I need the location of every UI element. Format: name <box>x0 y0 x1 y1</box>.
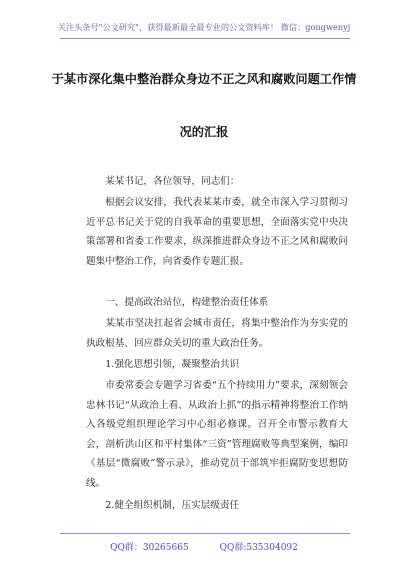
footer-qq-group-1: QQ群：30265665 <box>110 543 189 553</box>
subsection-1-paragraph: 市委常委会专题学习省委“五个持续用力”要求，深刻领会忠林书记“从政治上看、从政治上抓”的指示精神将整治工作纳入各级党组织理论学习中心组必修课。召开全市警示教育大会，剖析洪山区和平村集体“三资”管理腐败等典型案例，编印《基层“微腐败”警示录》，推动党员干部筑牢拒腐防变思想防线。 <box>86 380 348 489</box>
intro-paragraph: 根据会议安排，我代表某某市委，就全市深入学习贯彻习近平总书记关于党的自我革命的重要思想，全面落实党中央决策部署和省委工作要求，纵深推进群众身边不正之风和腐败问题集中整治工作，向省委作专题汇报。 <box>86 197 348 267</box>
subheading-1: 1.强化思想引领，凝聚整治共识 <box>105 359 240 370</box>
document-title-line-2: 况的汇报 <box>179 125 229 139</box>
footer-qq-group-2: QQ群:535304092 <box>219 543 298 553</box>
salutation: 某某书记，各位领导，同志们： <box>105 176 240 187</box>
document-title-line-1: 于某市深化集中整治群众身边不正之风和腐败问题工作情 <box>51 72 357 86</box>
subheading-2: 2.健全组织机制，压实层级责任 <box>105 500 240 511</box>
section-1-paragraph: 某某市坚决扛起省会城市责任，将集中整治作为夯实党的执政根基、回应群众关切的重大政治任务。 <box>86 318 348 349</box>
section-heading-1: 一、提高政治站位，构建整治责任体系 <box>105 297 269 308</box>
header-banner: 关注头条号"公文研究"，获得最新最全最专业的公文资料库！ 微信：gongwenyj <box>57 22 351 32</box>
footer-divider <box>60 533 350 534</box>
header-divider <box>60 38 350 39</box>
footer <box>0 540 408 553</box>
